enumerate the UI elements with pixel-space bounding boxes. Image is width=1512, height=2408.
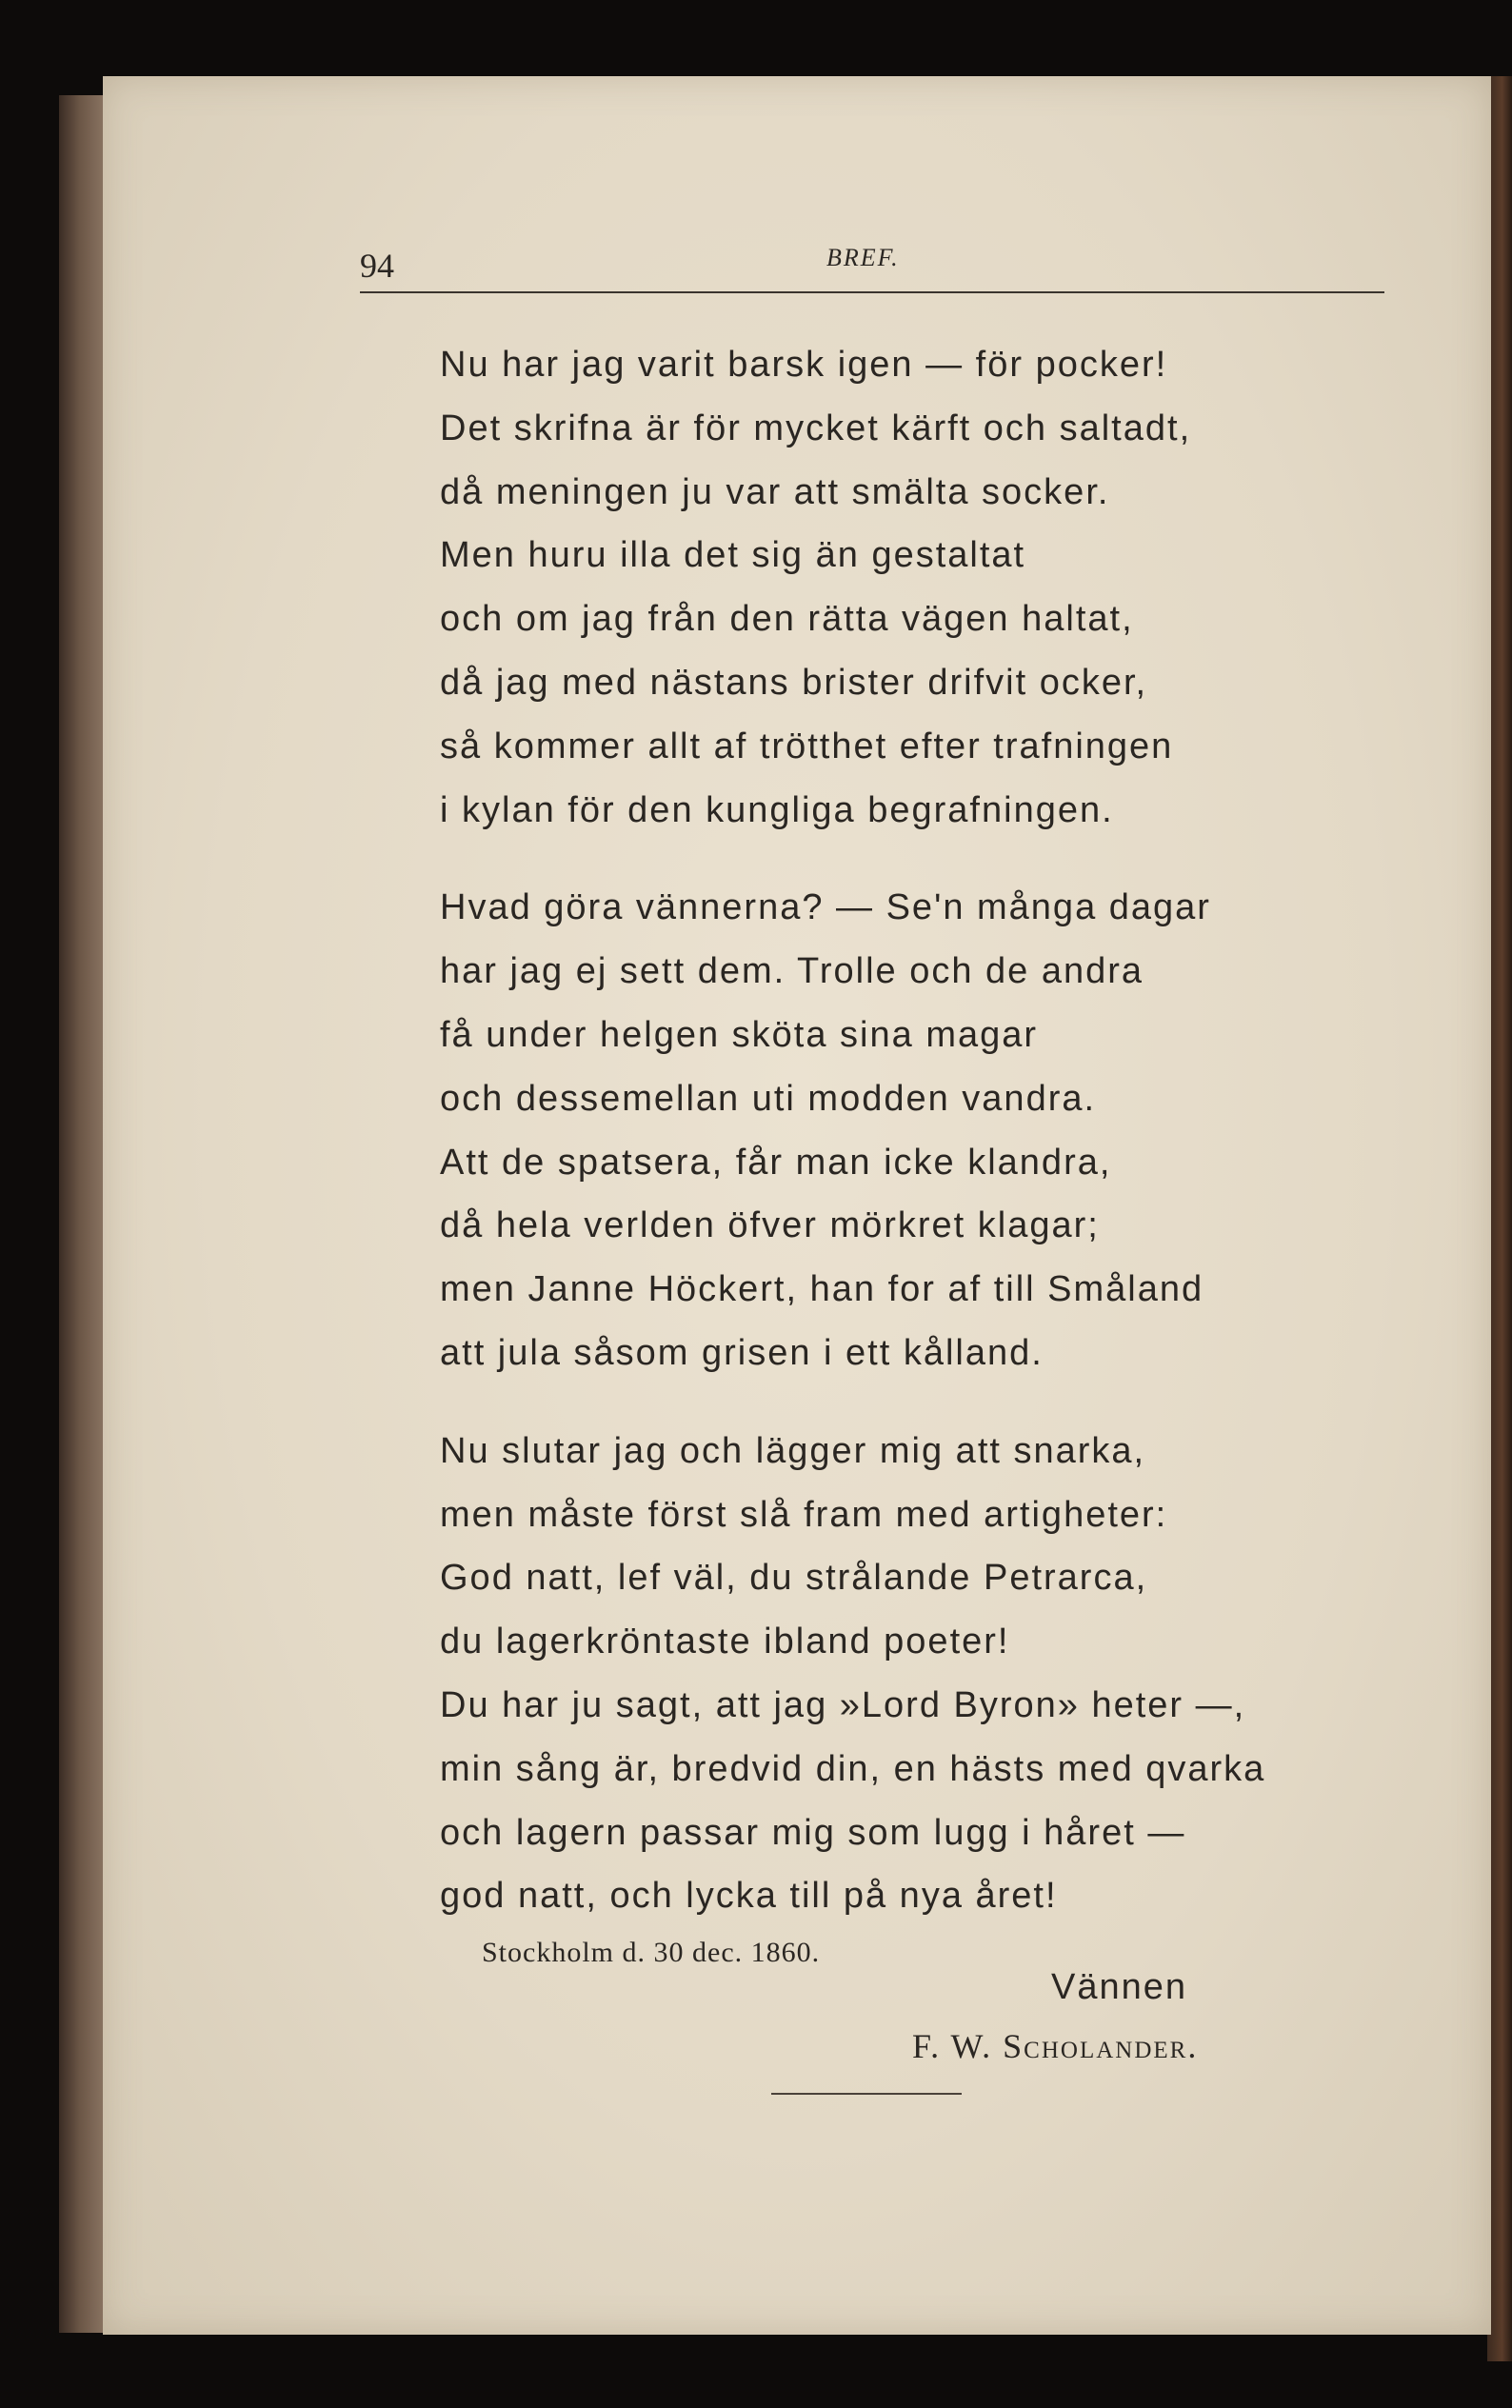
poem-line: du lagerkröntaste ibland poeter! xyxy=(440,1622,1010,1662)
closing-salutation: Vännen xyxy=(1051,1967,1188,2007)
poem-line: då jag med nästans brister drifvit ocker, xyxy=(440,662,1148,703)
page-number: 94 xyxy=(360,247,394,285)
poem-line: och dessemellan uti modden vandra. xyxy=(440,1078,1097,1119)
running-title: BREF. xyxy=(826,244,900,271)
poem-line: men Janne Höckert, han for af till Småland xyxy=(440,1269,1204,1310)
poem-line: och om jag från den rätta vägen haltat, xyxy=(440,599,1134,640)
poem-line: men måste först slå fram med artigheter: xyxy=(440,1494,1168,1535)
poem-line: Nu slutar jag och lägger mig att snarka, xyxy=(440,1430,1146,1471)
poem-line: God natt, lef väl, du strålande Petrarca, xyxy=(440,1558,1148,1599)
poem-line: Det skrifna är för mycket kärft och saltadt, xyxy=(440,408,1192,448)
poem-line: och lagern passar mig som lugg i håret — xyxy=(440,1812,1186,1853)
end-rule xyxy=(771,2093,962,2095)
poem-line: i kylan för den kungliga begrafningen. xyxy=(440,789,1114,830)
poem-line: då meningen ju var att smälta socker. xyxy=(440,471,1110,512)
header-rule xyxy=(360,291,1384,293)
binding-left-edge xyxy=(59,95,105,2333)
poem-line: Hvad göra vännerna? — Se'n många dagar xyxy=(440,887,1211,928)
poem-line: Men huru illa det sig än gestaltat xyxy=(440,535,1026,576)
poem-line: att jula såsom grisen i ett kålland. xyxy=(440,1332,1044,1373)
stanza-1 xyxy=(440,333,1392,842)
poem-line: så kommer allt af trötthet efter trafningen xyxy=(440,726,1174,766)
poem-line: få under helgen sköta sina magar xyxy=(440,1014,1039,1055)
place-and-date: Stockholm d. 30 dec. 1860. xyxy=(482,1937,821,1968)
poem-line: god natt, och lycka till på nya året! xyxy=(440,1876,1058,1917)
poem xyxy=(440,333,1392,1962)
stanza-3 xyxy=(440,1420,1392,1928)
poem-line: Nu har jag varit barsk igen — för pocker! xyxy=(440,345,1168,385)
author-signature: F. W. Scholander. xyxy=(912,2027,1199,2065)
poem-line: har jag ej sett dem. Trolle och de andra xyxy=(440,951,1144,992)
poem-line: då hela verlden öfver mörkret klagar; xyxy=(440,1205,1100,1246)
poem-line: Att de spatsera, får man icke klandra, xyxy=(440,1142,1112,1183)
stanza-2 xyxy=(440,876,1392,1384)
poem-line: min sång är, bredvid din, en hästs med qvarka xyxy=(440,1748,1266,1789)
poem-line: Du har ju sagt, att jag »Lord Byron» heter —, xyxy=(440,1684,1246,1725)
